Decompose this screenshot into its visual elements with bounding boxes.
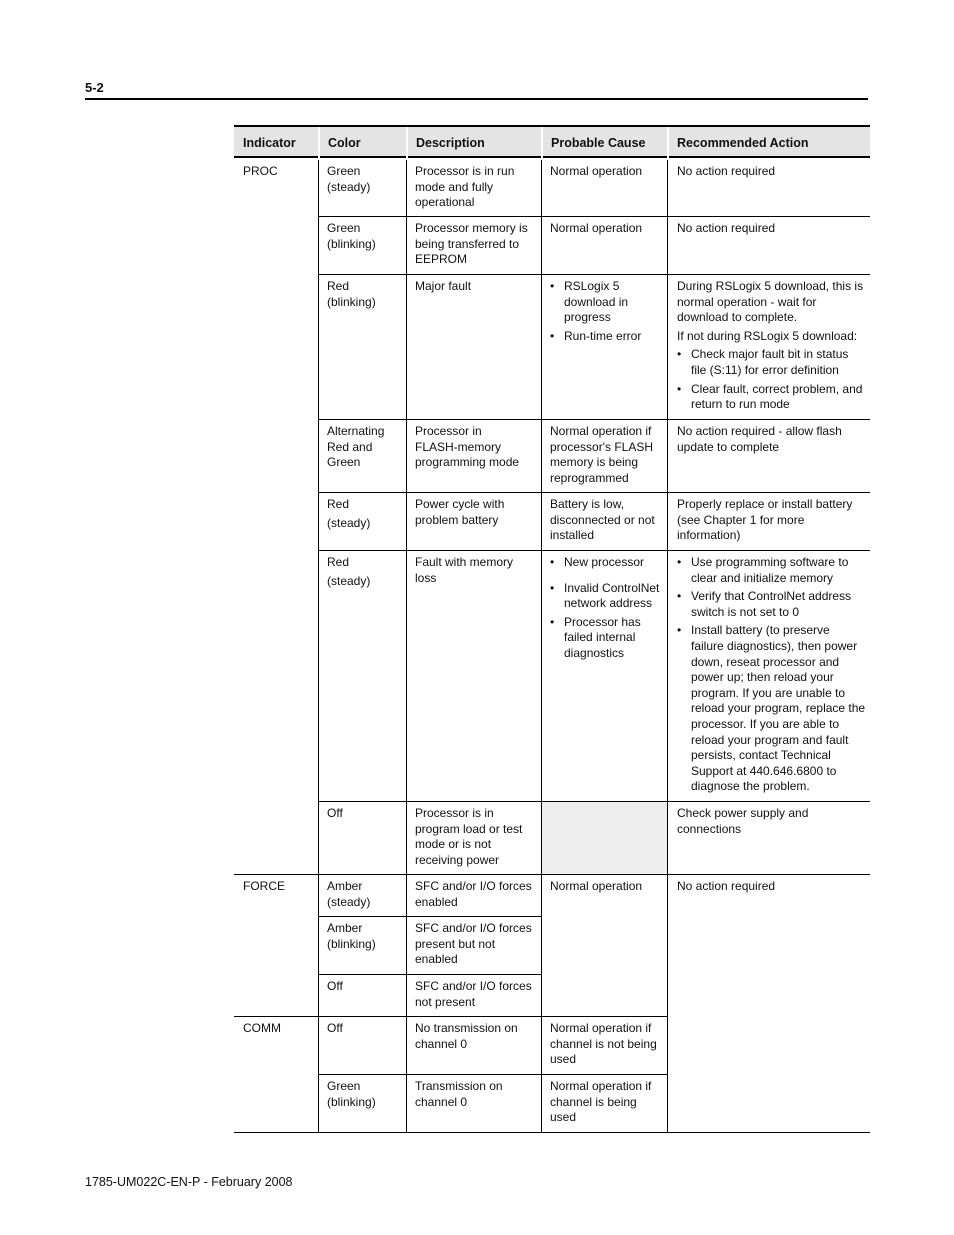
header-indicator: Indicator xyxy=(234,125,319,158)
text-line: Battery is low, xyxy=(550,497,625,511)
text-line: (see Chapter 1 for more xyxy=(677,512,805,527)
color-cell xyxy=(327,806,343,822)
row-divider xyxy=(318,274,870,275)
text-line: (blinking) xyxy=(327,936,376,951)
text-line: enabled xyxy=(415,952,458,967)
text-line: Use programming software to xyxy=(691,555,849,569)
text-line: receiving power xyxy=(415,852,500,867)
text-line: Clear fault, correct problem, and xyxy=(691,381,863,396)
text-line: connections xyxy=(677,821,742,836)
text-line: During RSLogix 5 download, this is xyxy=(677,279,864,293)
row-divider xyxy=(318,216,870,217)
text-line: Amber xyxy=(327,921,363,935)
text-line: failed internal xyxy=(564,630,636,645)
text-line: failure diagnostics), then power xyxy=(691,638,858,653)
text-line: Fault with memory xyxy=(415,555,514,569)
column-divider xyxy=(406,160,407,1133)
cause-cell xyxy=(550,221,642,237)
text-line: Processor is in xyxy=(415,806,494,820)
text-line: mode and fully xyxy=(415,179,494,194)
text-line: Run-time error xyxy=(564,328,642,343)
row-divider xyxy=(234,874,870,875)
bullet-glyph: • xyxy=(677,381,682,396)
header-divider xyxy=(318,127,320,158)
action-cell xyxy=(677,279,863,413)
text-line: reprogrammed xyxy=(550,470,629,485)
bullet-item xyxy=(677,555,865,586)
bullet-glyph: • xyxy=(677,589,682,604)
header-color: Color xyxy=(319,125,407,158)
description-cell xyxy=(415,164,514,211)
text-line: Verify that ControlNet address xyxy=(691,589,852,604)
header-divider xyxy=(406,127,408,158)
text-line: Green xyxy=(327,164,361,178)
text-line: Install battery (to preserve xyxy=(691,623,830,638)
empty-cause-cell xyxy=(542,801,668,874)
action-cell xyxy=(677,497,852,544)
description-cell xyxy=(415,921,532,968)
text-line: disconnected or not xyxy=(550,512,655,527)
row-divider xyxy=(318,916,542,917)
text-line: being transferred to xyxy=(415,236,520,251)
bullet-glyph: • xyxy=(550,279,555,293)
column-divider xyxy=(667,160,668,1133)
bullet-glyph: • xyxy=(550,580,555,595)
color-cell xyxy=(327,424,384,471)
bullet-item xyxy=(677,347,863,378)
text-line: Normal operation xyxy=(550,221,643,235)
column-divider xyxy=(541,160,542,1133)
text-line: used xyxy=(550,1110,577,1125)
text-line: Normal operation if xyxy=(550,424,652,438)
text-line: reload your program, replace the xyxy=(691,701,866,716)
color-cell xyxy=(327,164,370,195)
bullet-item xyxy=(550,615,659,662)
row-divider xyxy=(318,550,870,551)
text-line: SFC and/or I/O forces xyxy=(415,979,532,993)
text-line: used xyxy=(550,1052,577,1067)
color-cell xyxy=(327,1079,376,1110)
bullet-glyph: • xyxy=(550,328,555,343)
bullet-glyph: • xyxy=(550,614,555,629)
text-line: Green xyxy=(327,1079,361,1093)
text-line: No transmission on xyxy=(415,1021,518,1035)
text-line: SFC and/or I/O forces xyxy=(415,921,532,935)
text-line: (steady) xyxy=(327,573,371,588)
text-line: diagnose the problem. xyxy=(691,779,810,794)
cause-cell xyxy=(550,1021,657,1068)
text-line: (steady) xyxy=(327,894,371,909)
cause-cell xyxy=(550,279,641,344)
cause-cell xyxy=(550,424,653,486)
text-line: Red and xyxy=(327,439,373,454)
header-divider xyxy=(667,127,669,158)
action-cell-force-comm xyxy=(677,879,775,895)
description-cell xyxy=(415,879,532,910)
text-line: Normal operation xyxy=(550,164,643,178)
description-cell xyxy=(415,1021,518,1052)
text-line: progress xyxy=(564,310,611,325)
text-line: reload your program and fault xyxy=(691,732,849,747)
text-line: Major fault xyxy=(415,279,472,293)
indicator-force: FORCE xyxy=(243,879,285,893)
text-line: Green xyxy=(327,221,361,235)
indicator-comm: COMM xyxy=(243,1021,281,1035)
header-recommended-action: Recommended Action xyxy=(668,125,870,158)
color-cell xyxy=(327,497,370,531)
bullet-glyph: • xyxy=(550,555,555,569)
bullet-glyph: • xyxy=(677,555,682,569)
action-cell xyxy=(677,806,808,837)
text-line: If not during RSLogix 5 download: xyxy=(677,328,858,343)
status-indicator-table xyxy=(234,125,870,1133)
text-line: Alternating xyxy=(327,424,385,438)
text-line: down, reseat processor and xyxy=(691,654,840,669)
text-line: problem battery xyxy=(415,512,499,527)
text-line: Amber xyxy=(327,879,363,893)
text-line: Normal operation if xyxy=(550,1079,652,1093)
text-line: RSLogix 5 xyxy=(564,279,620,293)
text-line: (blinking) xyxy=(327,236,376,251)
cause-cell-force xyxy=(550,879,642,895)
bullet-glyph: • xyxy=(677,347,682,362)
text-line: Check power supply and xyxy=(677,806,809,820)
description-cell xyxy=(415,979,532,1010)
color-cell xyxy=(327,279,376,310)
description-cell xyxy=(415,555,513,586)
footer-publication-id: 1785-UM022C-EN-P - February 2008 xyxy=(85,1175,293,1189)
row-divider xyxy=(318,1074,668,1075)
text-line: Processor is in run xyxy=(415,164,515,178)
action-cell xyxy=(677,164,775,180)
text-line: No action required xyxy=(677,879,776,893)
text-line: file (S:11) for error definition xyxy=(691,362,839,377)
row-divider xyxy=(234,1016,668,1017)
action-cell xyxy=(677,555,865,795)
bullet-item xyxy=(550,555,659,571)
top-rule xyxy=(85,98,868,100)
color-cell xyxy=(327,221,376,252)
text-line: Off xyxy=(327,979,343,993)
bullet-glyph: • xyxy=(677,623,682,638)
bullet-item xyxy=(550,329,641,345)
text-line: programming mode xyxy=(415,455,520,470)
text-line: not present xyxy=(415,994,476,1009)
column-divider xyxy=(318,160,319,1133)
cause-cell xyxy=(550,164,642,180)
text-line: Processor has xyxy=(564,614,641,629)
bullet-item xyxy=(677,382,863,413)
text-line: No action required xyxy=(677,221,776,235)
text-line: processor. If you are able to xyxy=(691,716,840,731)
text-line: Normal operation if xyxy=(550,1021,652,1035)
description-cell xyxy=(415,221,528,268)
text-line: Power cycle with xyxy=(415,497,505,511)
action-cell xyxy=(677,221,775,237)
text-line: Check major fault bit in status xyxy=(691,347,849,362)
text-line: Off xyxy=(327,1021,343,1035)
text-line: switch is not set to 0 xyxy=(691,604,800,619)
text-line: Processor memory is xyxy=(415,221,528,235)
text-line: Transmission on xyxy=(415,1079,503,1093)
color-cell xyxy=(327,1021,343,1037)
row-divider xyxy=(318,974,542,975)
text-line: loss xyxy=(415,570,437,585)
text-line: EEPROM xyxy=(415,252,468,267)
bullet-item xyxy=(677,623,865,795)
text-line: (steady) xyxy=(327,515,371,530)
action-cell xyxy=(677,424,842,455)
text-line: download in xyxy=(564,294,629,309)
text-line: processor's FLASH xyxy=(550,439,653,454)
header-divider xyxy=(541,127,543,158)
description-cell xyxy=(415,497,504,528)
text-line: Red xyxy=(327,497,350,511)
description-cell xyxy=(415,1079,503,1110)
text-line: channel 0 xyxy=(415,1094,468,1109)
text-line: return to run mode xyxy=(691,397,790,412)
page-number: 5-2 xyxy=(85,80,104,95)
text-line: (steady) xyxy=(327,179,371,194)
text-line: SFC and/or I/O forces xyxy=(415,879,532,893)
text-line: New processor xyxy=(564,555,645,569)
cause-cell xyxy=(550,1079,651,1126)
text-line: update to complete xyxy=(677,439,780,454)
text-line: (blinking) xyxy=(327,294,376,309)
text-line: information) xyxy=(677,528,741,543)
text-line: network address xyxy=(564,596,653,611)
description-cell xyxy=(415,806,522,868)
color-cell xyxy=(327,879,370,910)
text-line: Properly replace or install battery xyxy=(677,497,853,511)
row-divider xyxy=(318,419,870,420)
text-line: Normal operation xyxy=(550,879,643,893)
row-divider xyxy=(318,801,870,802)
text-line: program. If you are unable to xyxy=(691,685,846,700)
text-line: clear and initialize memory xyxy=(691,570,834,585)
text-line: persists, contact Technical xyxy=(691,748,831,763)
description-cell xyxy=(415,424,519,471)
text-line: Support at 440.646.6800 to xyxy=(691,763,837,778)
text-line: diagnostics xyxy=(564,645,625,660)
text-line: Red xyxy=(327,279,350,293)
bullet-item xyxy=(550,581,659,612)
text-line: installed xyxy=(550,528,595,543)
text-line: enabled xyxy=(415,894,458,909)
text-line: mode or is not xyxy=(415,837,492,852)
text-line: FLASH-memory xyxy=(415,439,502,454)
text-line: memory is being xyxy=(550,455,639,470)
color-cell xyxy=(327,555,370,589)
table-bottom-rule xyxy=(234,1132,870,1133)
header-probable-cause: Probable Cause xyxy=(542,125,668,158)
text-line: Red xyxy=(327,555,350,569)
header-description: Description xyxy=(407,125,542,158)
indicator-proc: PROC xyxy=(243,164,278,178)
text-line: No action required xyxy=(677,164,776,178)
description-cell xyxy=(415,279,471,295)
text-line: power up; then reload your xyxy=(691,670,834,685)
text-line: Off xyxy=(327,806,343,820)
text-line: Invalid ControlNet xyxy=(564,580,660,595)
bullet-item xyxy=(677,589,865,620)
row-divider xyxy=(318,492,870,493)
cause-cell xyxy=(550,555,659,662)
color-cell xyxy=(327,921,376,952)
text-line: normal operation - wait for xyxy=(677,294,817,309)
text-line: (blinking) xyxy=(327,1094,376,1109)
text-line: Green xyxy=(327,455,361,470)
text-line: Processor in xyxy=(415,424,482,438)
text-line: download to complete. xyxy=(677,310,798,325)
bullet-item xyxy=(550,279,641,326)
text-line: program load or test xyxy=(415,821,523,836)
text-line: No action required - allow flash xyxy=(677,424,842,438)
text-line: channel is being xyxy=(550,1094,637,1109)
text-line: channel 0 xyxy=(415,1036,468,1051)
color-cell xyxy=(327,979,343,995)
text-line: operational xyxy=(415,195,475,210)
text-line: channel is not being xyxy=(550,1036,657,1051)
cause-cell xyxy=(550,497,655,544)
text-line: present but not xyxy=(415,936,496,951)
